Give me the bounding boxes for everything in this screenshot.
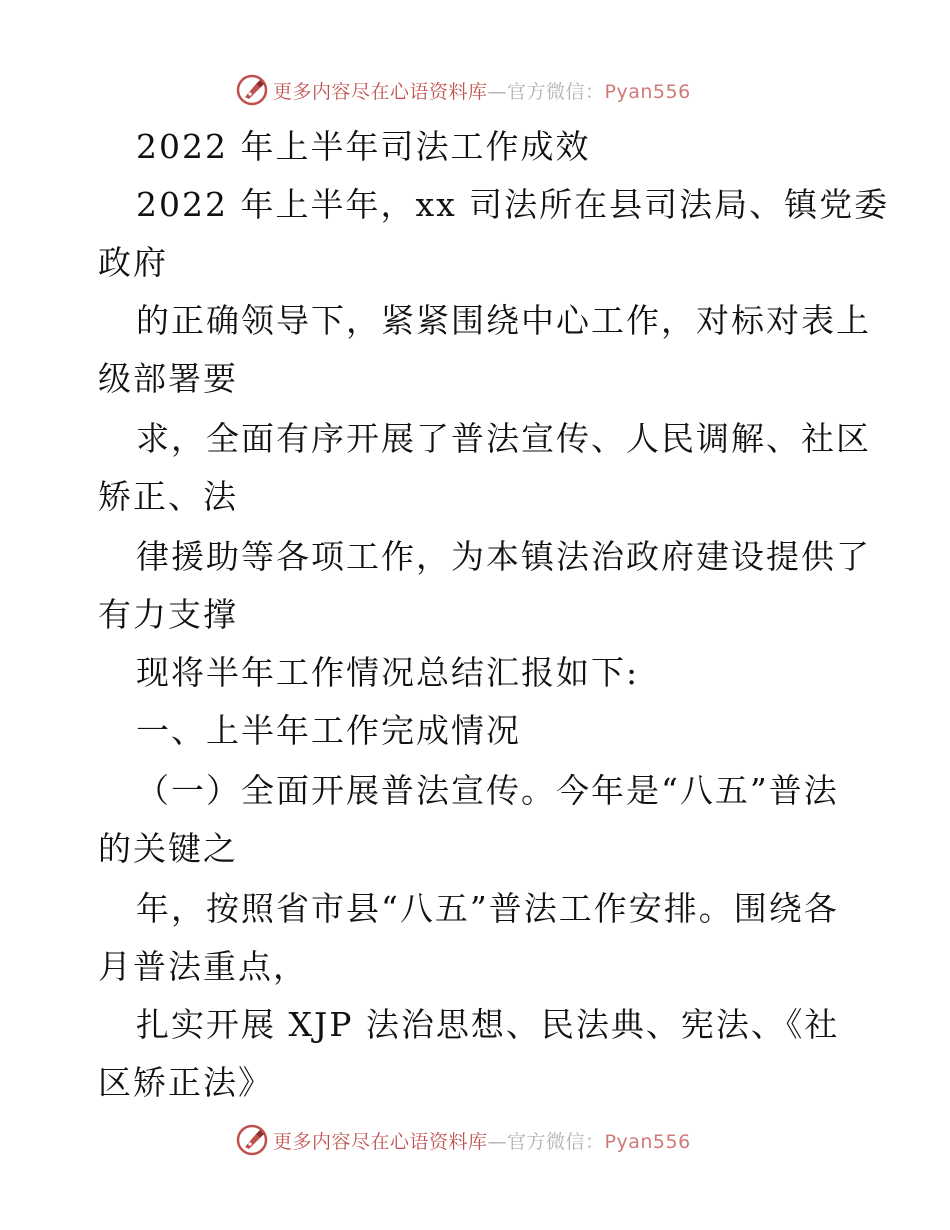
paragraph-line: 现将半年工作情况总结汇报如下: <box>136 653 640 692</box>
paragraph-line: 的关键之 <box>98 829 238 868</box>
paragraph-line: 律援助等各项工作，为本镇法治政府建设提供了 <box>136 537 871 576</box>
watermark-separator: — <box>487 80 508 103</box>
watermark-brand: 更多内容尽在心语资料库 <box>273 1130 488 1153</box>
watermark-wechat-id: Pyan556 <box>604 1130 691 1153</box>
paragraph-line: 级部署要 <box>98 359 238 398</box>
pen-nib-logo-icon <box>235 1123 269 1157</box>
paragraph-line: 2022 年上半年，xx 司法所在县司法局、镇党委 <box>136 185 890 224</box>
paragraph-line: 有力支撑 <box>98 595 238 634</box>
paragraph-line: 月普法重点， <box>98 947 308 986</box>
watermark-label: 官方微信： <box>507 1130 605 1153</box>
paragraph-line: 区矫正法》 <box>98 1063 273 1102</box>
header-watermark <box>235 72 691 108</box>
watermark-wechat-id: Pyan556 <box>604 80 691 103</box>
paragraph-line: 矫正、法 <box>98 477 238 516</box>
document-title: 2022 年上半年司法工作成效 <box>136 127 591 166</box>
section-heading: 一、上半年工作完成情况 <box>136 711 521 750</box>
pen-nib-logo-icon <box>235 73 269 107</box>
paragraph-line: 的正确领导下，紧紧围绕中心工作，对标对表上 <box>136 301 871 340</box>
paragraph-line: 求，全面有序开展了普法宣传、人民调解、社区 <box>136 419 871 458</box>
paragraph-line: 扎实开展 XJP 法治思想、民法典、宪法、《社 <box>136 1005 840 1044</box>
paragraph-line: 政府 <box>98 243 168 282</box>
watermark-brand: 更多内容尽在心语资料库 <box>273 80 488 103</box>
watermark-separator: — <box>487 1130 508 1153</box>
paragraph-line: （一）全面开展普法宣传。今年是“八五”普法 <box>136 771 839 810</box>
footer-watermark <box>235 1122 691 1158</box>
watermark-label: 官方微信： <box>507 80 605 103</box>
paragraph-line: 年，按照省市县“八五”普法工作安排。围绕各 <box>136 889 839 928</box>
